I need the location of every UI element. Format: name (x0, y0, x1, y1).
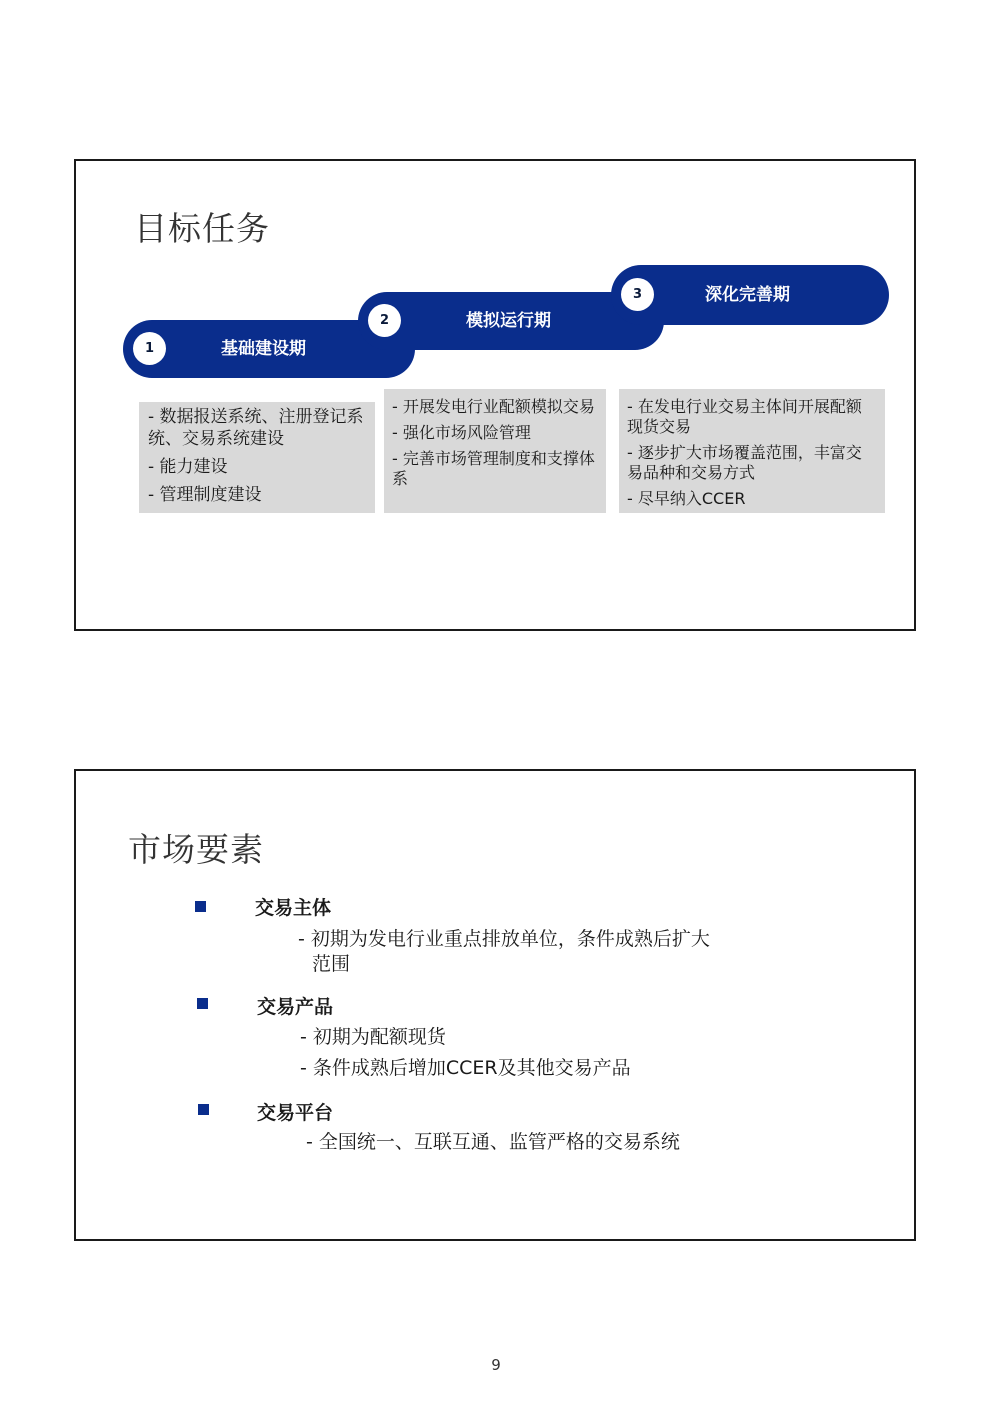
detail-item: - 开展发电行业配额模拟交易 (392, 397, 595, 416)
detail-item: - 在发电行业交易主体间开展配额现货交易 (627, 397, 862, 436)
slide-market-elements (74, 769, 916, 1241)
slide-target-tasks (74, 159, 916, 631)
phase-label: 基础建设期 (221, 339, 306, 359)
detail-item: - 强化市场风险管理 (392, 423, 531, 442)
section-line: - 条件成熟后增加CCER及其他交易产品 (300, 1057, 631, 1079)
phase-detail-box-1 (139, 402, 375, 513)
detail-item: - 数据报送系统、注册登记系统、交易系统建设 (148, 407, 364, 449)
phase-number-badge: 1 (133, 332, 166, 365)
slide-title: 目标任务 (134, 209, 270, 248)
phase-label: 模拟运行期 (466, 311, 551, 331)
section-line: 范围 (312, 953, 351, 975)
slide-title: 市场要素 (128, 830, 264, 869)
phase-detail-box-3 (619, 389, 885, 513)
page-number: 9 (491, 1356, 501, 1374)
detail-item: - 逐步扩大市场覆盖范围，丰富交易品种和交易方式 (627, 443, 862, 482)
section-heading: 交易产品 (257, 996, 334, 1018)
section-line: - 全国统一、互联互通、监管严格的交易系统 (306, 1131, 680, 1153)
square-bullet-icon (195, 901, 206, 912)
square-bullet-icon (198, 1104, 209, 1115)
phase-detail-box-2 (384, 389, 606, 513)
section-heading: 交易平台 (257, 1102, 334, 1124)
phase-number-badge: 3 (621, 278, 654, 311)
phase-label: 深化完善期 (705, 285, 790, 305)
section-heading: 交易主体 (255, 897, 332, 919)
detail-item: - 管理制度建设 (148, 485, 262, 505)
phase-number-badge: 2 (368, 304, 401, 337)
section-line: - 初期为配额现货 (300, 1026, 446, 1048)
section-line: - 初期为发电行业重点排放单位，条件成熟后扩大 (298, 928, 710, 950)
phase-pill-3 (611, 265, 889, 325)
detail-item: - 能力建设 (148, 457, 228, 477)
square-bullet-icon (197, 998, 208, 1009)
detail-item: - 尽早纳入CCER (627, 489, 746, 508)
detail-item: - 完善市场管理制度和支撑体系 (392, 449, 595, 488)
